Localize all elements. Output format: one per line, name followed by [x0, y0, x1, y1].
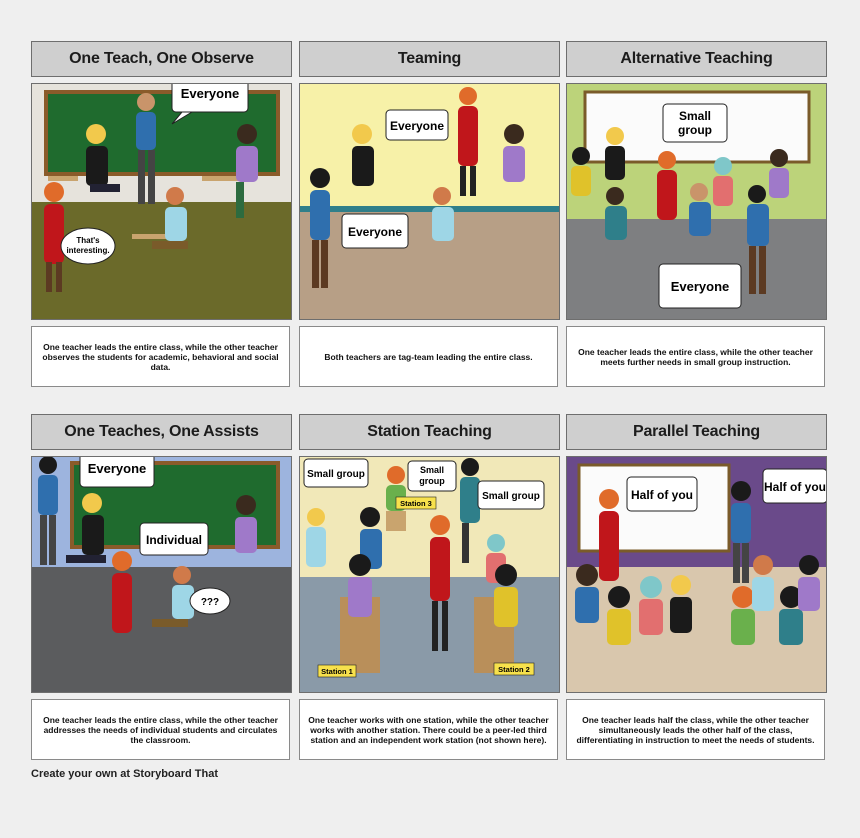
speech-bubble-small-group-1: Small group: [307, 469, 365, 480]
panel-scene: [31, 83, 292, 320]
station-2-sign: Station 2: [498, 665, 530, 674]
speech-bubble-small-line2: group: [419, 476, 445, 486]
speech-bubble-individual: Individual: [145, 533, 203, 547]
panel-scene: [31, 456, 292, 693]
panel-scene: [566, 83, 827, 320]
panel-title: One Teach, One Observe: [31, 41, 292, 77]
speech-bubble-small-group-2: Small group: [482, 491, 540, 502]
speech-bubble-small-line2: group: [678, 123, 712, 137]
panel-title: Station Teaching: [299, 414, 560, 450]
speech-bubble-half-of-you-2: Half of you: [764, 480, 826, 494]
speech-bubble-everyone-1: Everyone: [389, 119, 445, 133]
panel-description: One teacher works with one station, while the other teacher works with another station. There could be a peer-led third station and an independent work station (not shown here).: [299, 699, 558, 760]
panel-title: One Teaches, One Assists: [31, 414, 292, 450]
thought-bubble-question: ???: [200, 597, 220, 608]
panel-description: One teacher leads the entire class, while the other teacher addresses the needs of individual students and circulates the classroom.: [31, 699, 290, 760]
speech-bubble-everyone: Everyone: [670, 279, 730, 294]
panel-title: Parallel Teaching: [566, 414, 827, 450]
panel-description: One teacher leads half the class, while the other teacher simultaneously leads the other half of the class, differentiating in instruction to meet the needs of students.: [566, 699, 825, 760]
speech-bubble-everyone: Everyone: [87, 461, 147, 476]
station-3-sign: Station 3: [400, 499, 432, 508]
storyboard-credit[interactable]: Create your own at Storyboard That: [31, 768, 219, 780]
panel-scene: [299, 456, 560, 693]
speech-bubble-small-line1: Small: [419, 465, 445, 475]
panel-description: Both teachers are tag-team leading the entire class.: [299, 326, 558, 387]
speech-bubble-everyone-2: Everyone: [347, 225, 403, 239]
panel-scene: [299, 83, 560, 320]
panel-title: Alternative Teaching: [566, 41, 827, 77]
thought-bubble-line1: That's: [76, 236, 100, 245]
speech-bubble-half-of-you-1: Half of you: [631, 488, 693, 502]
panel-description: One teacher leads the entire class, while the other teacher meets further needs in small group instruction.: [566, 326, 825, 387]
thought-bubble-line2: interesting.: [66, 246, 110, 255]
speech-bubble-small-line1: Small: [678, 109, 712, 123]
speech-bubble-everyone: Everyone: [180, 86, 240, 101]
panel-description: One teacher leads the entire class, while the other teacher observes the students for academic, behavioral and social data.: [31, 326, 290, 387]
panel-scene: [566, 456, 827, 693]
panel-title: Teaming: [299, 41, 560, 77]
station-1-sign: Station 1: [321, 667, 353, 676]
